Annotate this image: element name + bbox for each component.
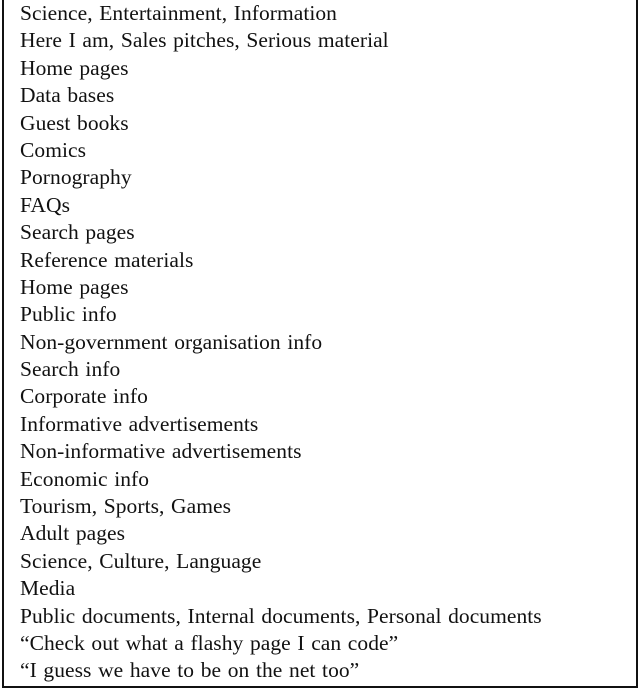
- category-list: [20, 0, 542, 685]
- table-row: Comics: [20, 137, 86, 162]
- table-row: Non-government organisation info: [20, 329, 323, 354]
- table-row: “I guess we have to be on the net too”: [20, 658, 360, 683]
- table-row: “Check out what a flashy page I can code”: [20, 630, 399, 655]
- table-row: Economic info: [20, 466, 150, 491]
- table-row: Science, Culture, Language: [20, 548, 262, 573]
- table-row: Media: [20, 576, 76, 601]
- table-row: Home pages: [20, 55, 129, 80]
- table-row: Home pages: [20, 274, 129, 299]
- table-row: Pornography: [20, 165, 132, 190]
- table-row: Adult pages: [20, 521, 126, 546]
- table-row: Search pages: [20, 220, 135, 245]
- table-row: Reference materials: [20, 247, 194, 272]
- table-row: Public documents, Internal documents, Personal documents: [20, 603, 542, 628]
- table-row: Public info: [20, 302, 117, 327]
- table-row: Corporate info: [20, 384, 148, 409]
- table-row: Science, Entertainment, Information: [20, 1, 337, 25]
- table-row: Non-informative advertisements: [20, 439, 302, 464]
- table-row: Search info: [20, 357, 121, 382]
- category-table: [2, 0, 638, 688]
- table-row: Tourism, Sports, Games: [20, 494, 232, 519]
- table-row: Here I am, Sales pitches, Serious material: [20, 28, 389, 53]
- table-row: FAQs: [20, 192, 70, 217]
- table-row: Data bases: [20, 83, 115, 108]
- table-row: Guest books: [20, 110, 129, 135]
- table-row: Informative advertisements: [20, 411, 259, 436]
